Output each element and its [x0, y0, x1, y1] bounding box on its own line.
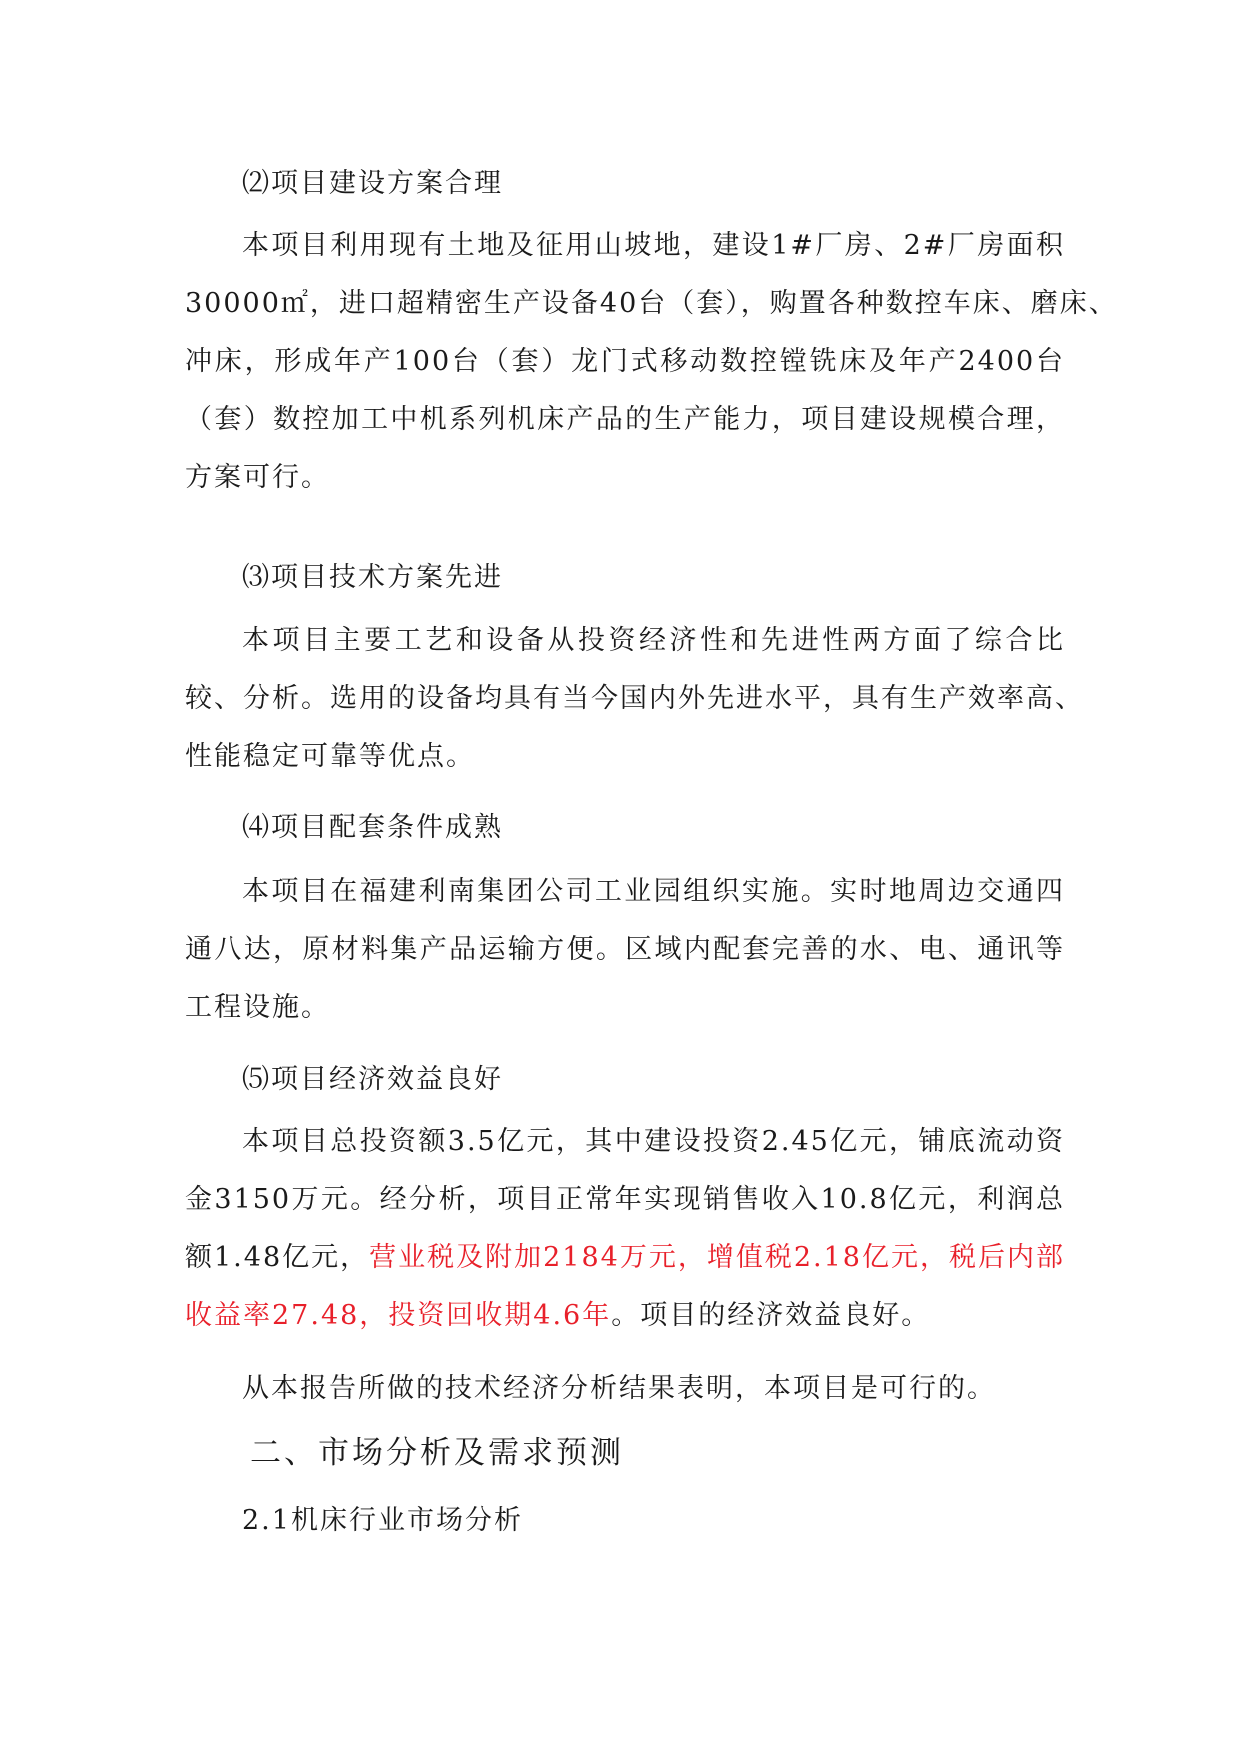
- conclusion-text: 从本报告所做的技术经济分析结果表明，本项目是可行的。: [242, 1373, 996, 1404]
- subsection-heading: 2.1机床行业市场分析: [242, 1505, 523, 1536]
- paragraph-line: 本项目主要工艺和设备从投资经济性和先进性两方面了综合比: [242, 625, 1065, 656]
- paragraph-line: 通八达，原材料集产品运输方便。区域内配套完善的水、电、通讯等: [185, 934, 1065, 965]
- paragraph-line-mixed: [185, 1240, 1065, 1276]
- paragraph-line: 冲床，形成年产100台（套）龙门式移动数控镗铣床及年产2400台: [185, 346, 1065, 377]
- section-heading: ⑶项目技术方案先进: [242, 562, 503, 593]
- paragraph-text: 额1.48亿元，: [185, 1242, 370, 1273]
- section-heading: ⑷项目配套条件成熟: [242, 812, 503, 843]
- paragraph-line: 较、分析。选用的设备均具有当今国内外先进水平，具有生产效率高、: [185, 683, 1084, 714]
- paragraph-line: 本项目总投资额3.5亿元，其中建设投资2.45亿元，铺底流动资: [242, 1126, 1065, 1157]
- paragraph-line-mixed: [185, 1298, 1065, 1334]
- paragraph-line: 本项目利用现有土地及征用山坡地，建设1#厂房、2#厂房面积: [242, 230, 1065, 261]
- section-heading: ⑸项目经济效益良好: [242, 1064, 503, 1095]
- paragraph-line: （套）数控加工中机系列机床产品的生产能力，项目建设规模合理，: [185, 404, 1065, 435]
- paragraph-line: 工程设施。: [185, 992, 330, 1023]
- paragraph-text: 。项目的经济效益良好。: [611, 1300, 931, 1331]
- highlighted-text: 营业税及附加2184万元，增值税2.18亿元，税后内部: [369, 1242, 1065, 1273]
- paragraph-line: 性能稳定可靠等优点。: [185, 741, 475, 772]
- chapter-heading: 二、市场分析及需求预测: [250, 1435, 624, 1471]
- paragraph-line: 本项目在福建利南集团公司工业园组织实施。实时地周边交通四: [242, 876, 1065, 907]
- paragraph-line: 30000㎡，进口超精密生产设备40台（套），购置各种数控车床、磨床、: [185, 288, 1118, 319]
- paragraph-line: 金3150万元。经分析，项目正常年实现销售收入10.8亿元，利润总: [185, 1184, 1065, 1215]
- highlighted-text: 收益率27.48，投资回收期4.6年: [185, 1300, 612, 1331]
- section-heading: ⑵项目建设方案合理: [242, 168, 503, 199]
- paragraph-line: 方案可行。: [185, 462, 330, 493]
